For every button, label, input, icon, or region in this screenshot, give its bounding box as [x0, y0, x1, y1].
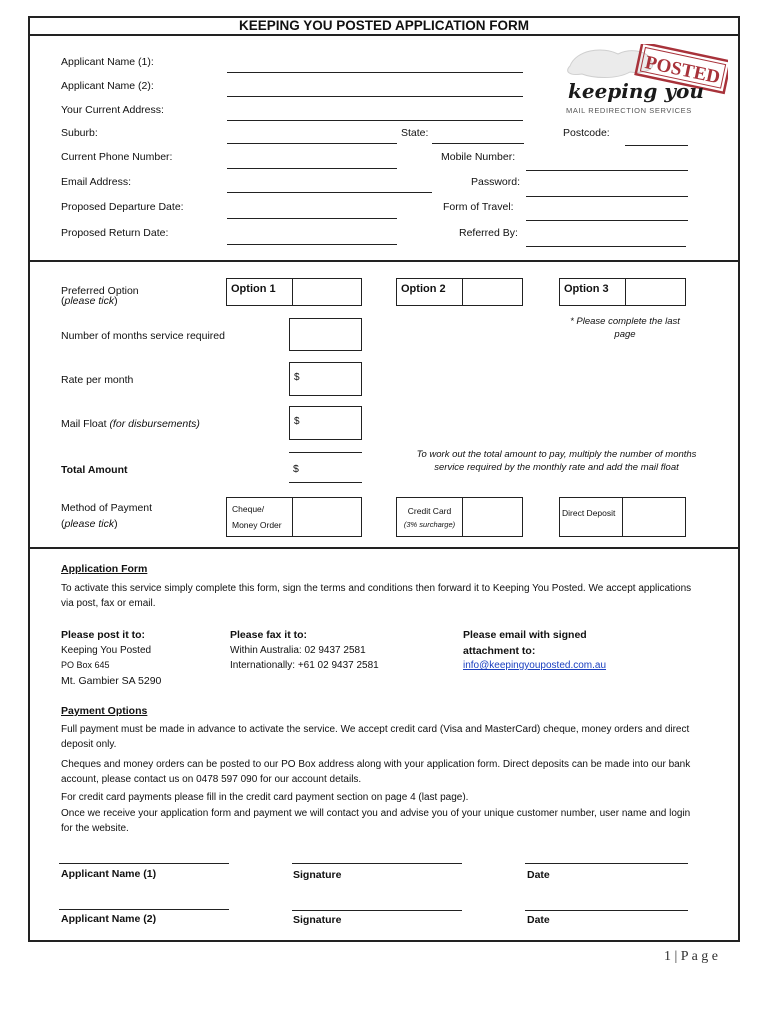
phone-label: Current Phone Number:: [61, 151, 173, 163]
referred-field[interactable]: [526, 246, 686, 247]
state-label: State:: [401, 127, 429, 139]
email-label: Email Address:: [61, 176, 132, 188]
applicant2-sign-line[interactable]: [59, 909, 229, 910]
direct-deposit-label: Direct Deposit: [560, 498, 623, 536]
postcode-label: Postcode:: [563, 127, 610, 139]
travel-field[interactable]: [526, 220, 688, 221]
cheque-box[interactable]: [226, 497, 362, 537]
applicant1-sign-label: Applicant Name (1): [61, 868, 157, 880]
fax-line2: Internationally: +61 02 9437 2581: [230, 660, 379, 671]
applicant-name1-field[interactable]: [227, 72, 523, 73]
total-field[interactable]: [289, 482, 362, 483]
post-line3: Mt. Gambier SA 5290: [61, 675, 162, 687]
float-label: Mail Float (for disbursements): [61, 418, 200, 430]
months-field[interactable]: [289, 318, 362, 351]
email-heading-line2: attachment to:: [463, 645, 536, 657]
float-field[interactable]: [289, 406, 362, 440]
signature1-line[interactable]: [292, 863, 462, 864]
payment-para3: For credit card payments please fill in the credit card payment section on page 4 (last page).: [61, 792, 469, 803]
credit-card-label: Credit Card (3% surcharge): [397, 498, 463, 536]
travel-label: Form of Travel:: [443, 201, 514, 213]
total-note: To work out the total amount to pay, multiply the number of months service required by the monthly rate and add the mail float: [416, 449, 697, 473]
method-label: Method of Payment: [61, 502, 153, 514]
mobile-field[interactable]: [526, 170, 688, 171]
option3-box[interactable]: [559, 278, 686, 306]
form-title: KEEPING YOU POSTED APPLICATION FORM: [28, 16, 740, 36]
page-number: 1 | P a g e: [664, 949, 718, 964]
password-label: Password:: [471, 176, 521, 188]
post-line1: Keeping You Posted: [61, 645, 152, 656]
email-heading-line1: Please email with signed: [463, 629, 587, 641]
payment-heading: Payment Options: [61, 705, 148, 717]
total-top-line: [289, 452, 362, 453]
date1-label: Date: [527, 869, 550, 881]
fax-heading: Please fax it to:: [230, 629, 308, 641]
cheque-label: Cheque/ Money Order: [227, 498, 293, 536]
mobile-label: Mobile Number:: [441, 151, 516, 163]
return-field[interactable]: [227, 244, 397, 245]
float-dollar: $: [294, 416, 300, 427]
suburb-field[interactable]: [227, 143, 397, 144]
credit-card-box[interactable]: [396, 497, 523, 537]
months-label: Number of months service required: [61, 330, 225, 342]
password-field[interactable]: [526, 196, 688, 197]
departure-field[interactable]: [227, 218, 397, 219]
date2-label: Date: [527, 914, 550, 926]
applicant-name2-label: Applicant Name (2):: [61, 80, 154, 92]
suburb-label: Suburb:: [61, 127, 98, 139]
address-field[interactable]: [227, 120, 523, 121]
option2-box[interactable]: [396, 278, 523, 306]
applicant2-sign-label: Applicant Name (2): [61, 913, 157, 925]
direct-deposit-box[interactable]: [559, 497, 686, 537]
postcode-field[interactable]: [625, 145, 688, 146]
rate-dollar: $: [294, 372, 300, 383]
application-intro: To activate this service simply complete this form, sign the terms and conditions then forward it to Keeping You Posted. We accept applications via post, fax or email.: [61, 583, 692, 609]
address-label: Your Current Address:: [61, 104, 164, 116]
option3-label: Option 3: [560, 279, 626, 305]
departure-label: Proposed Departure Date:: [61, 201, 184, 213]
total-label: Total Amount: [61, 464, 128, 476]
applicant1-sign-line[interactable]: [59, 863, 229, 864]
fax-line1: Within Australia: 02 9437 2581: [230, 645, 366, 656]
rate-field[interactable]: [289, 362, 362, 396]
rate-label: Rate per month: [61, 374, 134, 386]
method-please-tick: (please tick): [61, 518, 118, 530]
signature2-label: Signature: [293, 914, 342, 926]
return-label: Proposed Return Date:: [61, 227, 169, 239]
preferred-option-label: Preferred Option: [61, 285, 139, 297]
keeping-you-posted-logo: [556, 44, 728, 120]
email-link[interactable]: info@keepingyouposted.com.au: [463, 660, 607, 671]
section-divider: [28, 547, 740, 549]
phone-field[interactable]: [227, 168, 397, 169]
state-field[interactable]: [432, 143, 524, 144]
option1-box[interactable]: [226, 278, 362, 306]
option2-label: Option 2: [397, 279, 463, 305]
total-dollar: $: [293, 463, 299, 475]
post-line2: PO Box 645: [61, 660, 110, 670]
date2-line[interactable]: [525, 910, 688, 911]
svg-text:POSTED: POSTED: [643, 52, 722, 89]
date1-line[interactable]: [525, 863, 688, 864]
signature1-label: Signature: [293, 869, 342, 881]
email-field[interactable]: [227, 192, 432, 193]
option1-label: Option 1: [227, 279, 293, 305]
payment-para1: Full payment must be made in advance to activate the service. We accept credit card (Visa and MasterCard) cheque, money orders and direct deposit only.: [61, 724, 690, 750]
payment-para2: Cheques and money orders can be posted to our PO Box address along with your application form. Direct deposits can be made into our bank account, please contact us on 0478 597 090 for our account details.: [61, 759, 691, 785]
payment-para4: Once we receive your application form and payment we will contact you and advise you of your unique customer number, user name and login for the website.: [61, 808, 691, 834]
svg-text:MAIL REDIRECTION SERVICES: MAIL REDIRECTION SERVICES: [566, 106, 692, 115]
svg-text:keeping you: keeping you: [568, 79, 704, 103]
signature2-line[interactable]: [292, 910, 462, 911]
application-heading: Application Form: [61, 563, 148, 575]
referred-label: Referred By:: [459, 227, 518, 239]
option3-note: * Please complete the last page: [570, 316, 680, 340]
please-tick-note: (please tick): [61, 295, 118, 307]
applicant-name2-field[interactable]: [227, 96, 523, 97]
post-heading: Please post it to:: [61, 629, 146, 641]
section-divider: [28, 260, 740, 262]
applicant-name1-label: Applicant Name (1):: [61, 56, 154, 68]
